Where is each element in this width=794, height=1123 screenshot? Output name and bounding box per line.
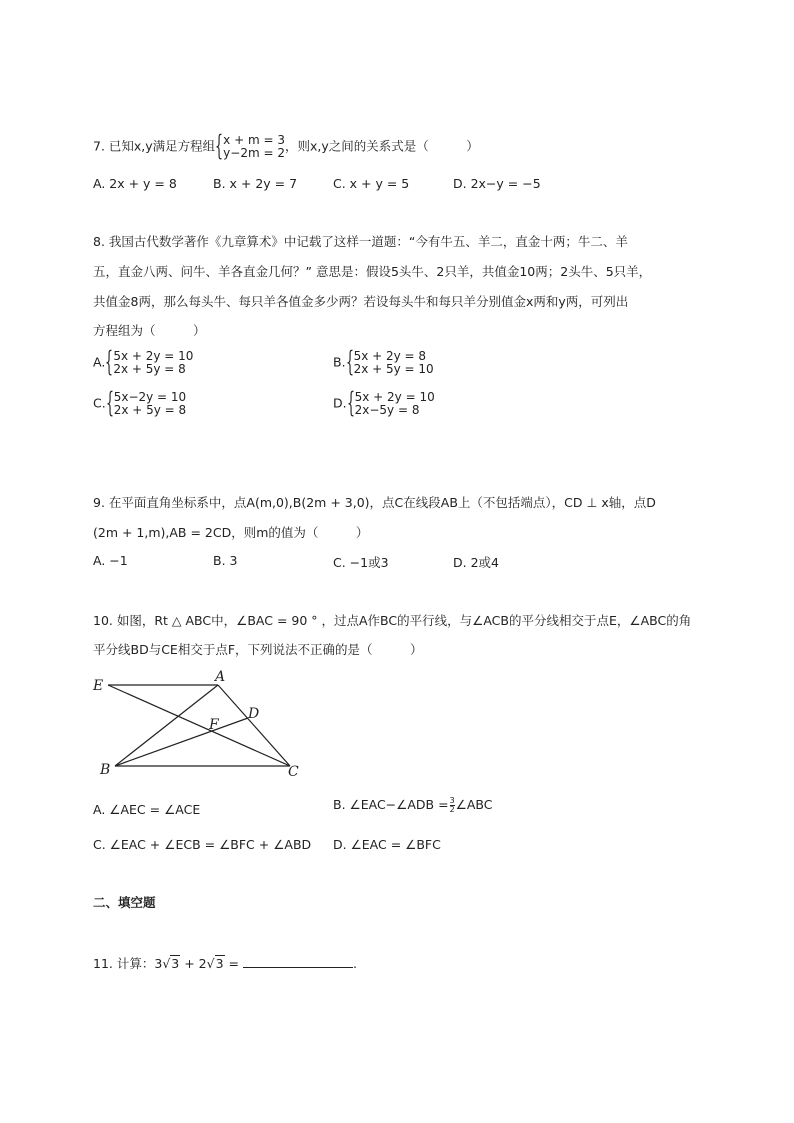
q7-eq2: y−2m = 2 [223, 146, 285, 160]
q8-line3: 共值金8两，那么每头牛、每只羊各值金多少两？若设每头牛和每只羊分别值金x两和y两，可列出 [93, 294, 629, 309]
q11-stem: 11. 计算：3√3 + 2√3 = . [93, 956, 357, 971]
q10-option-b: B. ∠EAC−∠ADB = $\frac{3}{2}$ ∠ABC [333, 796, 493, 814]
label-b: B [100, 762, 111, 778]
brace-icon: { [346, 386, 355, 419]
segment-ec [108, 685, 290, 766]
sqrt-icon: √ [206, 956, 215, 971]
q10-option-d: D. ∠EAC = ∠BFC [333, 837, 441, 852]
label-a: A [215, 669, 226, 685]
q10-geometry-figure [90, 668, 310, 783]
q7-option-b: B. x + 2y = 7 [213, 176, 298, 191]
q8-option-c: C. { 5x−2y = 10 2x + 5y = 8 [93, 386, 187, 419]
q9-option-c: C. −1或3 [333, 555, 389, 570]
q8-a-system: { 5x + 2y = 10 2x + 5y = 8 [105, 345, 194, 378]
q7-equation-system [215, 129, 285, 162]
q7-option-a: A. 2x + y = 8 [93, 176, 177, 191]
label-c: C [288, 764, 299, 780]
q8-b-system: { 5x + 2y = 8 2x + 5y = 10 [345, 345, 434, 378]
q9-option-b: B. 3 [213, 553, 238, 568]
q9-line1: 9. 在平面直角坐标系中，点A(m,0),B(2m + 3,0)，点C在线段AB上（不包括端点），CD ⊥ x轴，点D [93, 495, 656, 510]
q10-option-a: A. ∠AEC = ∠ACE [93, 802, 201, 817]
q10-option-c: C. ∠EAC + ∠ECB = ∠BFC + ∠ABD [93, 837, 312, 852]
q8-line4: 方程组为（ ） [93, 323, 206, 338]
q8-option-b: B. { 5x + 2y = 8 2x + 5y = 10 [333, 345, 434, 378]
q8-c-system: { 5x−2y = 10 2x + 5y = 8 [105, 386, 187, 419]
q10-line1: 10. 如图，Rt △ ABC中，∠BAC = 90 ° ，过点A作BC的平行线，与∠ACB的平分线相交于点E，∠ABC的角 [93, 613, 692, 628]
label-d: D [248, 706, 260, 722]
segment-bd [115, 718, 248, 766]
q7-suffix: ，则x,y之间的关系式是（ ） [284, 138, 479, 154]
brace-icon: { [105, 386, 114, 419]
q7-option-d: D. 2x−y = −5 [453, 176, 541, 191]
q7-stem [93, 129, 479, 162]
segment-ab [115, 685, 218, 766]
label-f: F [209, 717, 219, 733]
q7-prefix: 7. 已知x,y满足方程组 [93, 138, 216, 154]
q8-line2: 五，直金八两、问牛、羊各直金几何？” 意思是：假设5头牛、2只羊，共值金10两；2头牛、5只羊， [93, 264, 652, 279]
q9-line2: (2m + 1,m),AB = 2CD，则m的值为（ ） [93, 525, 369, 540]
label-e: E [93, 678, 104, 694]
brace-icon: { [345, 345, 354, 378]
q8-option-d: D. { 5x + 2y = 10 2x−5y = 8 [333, 386, 435, 419]
q8-option-a: A. { 5x + 2y = 10 2x + 5y = 8 [93, 345, 194, 378]
q7-eq1: x + m = 3 [223, 133, 285, 147]
q9-option-a: A. −1 [93, 553, 128, 568]
fraction-three-halves: $\frac{3}{2}$ [449, 796, 455, 814]
q8-d-system: { 5x + 2y = 10 2x−5y = 8 [346, 386, 435, 419]
q7-option-c: C. x + y = 5 [333, 176, 410, 191]
q10-line2: 平分线BD与CE相交于点F，下列说法不正确的是（ ） [93, 642, 423, 657]
answer-blank[interactable] [243, 955, 353, 968]
sqrt-icon: √ [162, 956, 171, 971]
section-title: 二、填空题 [93, 895, 156, 910]
brace-icon: { [105, 345, 114, 378]
q8-line1: 8. 我国古代数学著作《九章算术》中记载了这样一道题：“今有牛五、羊二，直金十两；牛二、羊 [93, 234, 628, 249]
brace-icon: { [215, 129, 224, 162]
q9-option-d: D. 2或4 [453, 555, 499, 570]
